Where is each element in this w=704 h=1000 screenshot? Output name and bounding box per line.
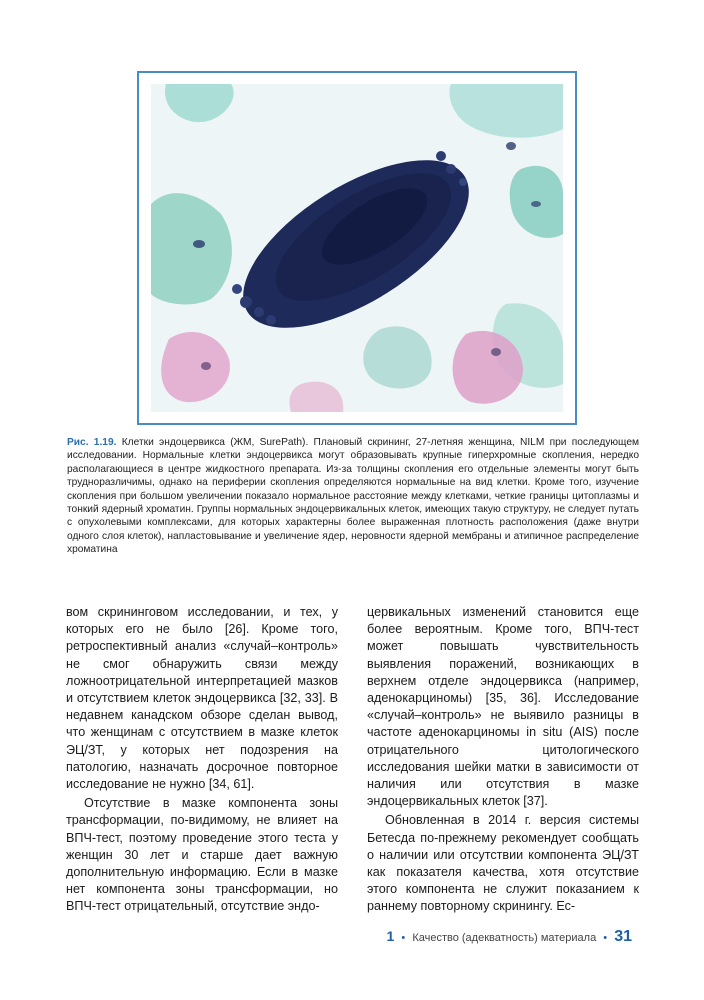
left-paragraph-2: Отсутствие в мазке компонента зоны трансформации, по-видимому, не влияет на ВПЧ-тест, поэтому проведение этого теста у женщин 30 лет и старше дает важную дополнительную информацию. Если в мазке нет компонента зоны трансформации, но ВПЧ-тест отрицательный, отсутствие эндо-	[66, 796, 338, 914]
figure-frame	[137, 71, 577, 425]
micrograph-svg	[151, 84, 563, 412]
figure-caption-text: Клетки эндоцервикса (ЖМ, SurePath). Плановый скрининг, 27-летняя женщина, NILM при последующем исследовании. Нормальные клетки эндоцервикса могут образовывать крупные гиперхромные скопления, нередко располагающиеся в центре жидкостного препарата. Из-за толщины скопления его отдельные элементы могут быть трудноразличимы, однако на периферии скопления определяются нормальные на вид клетки. Кроме того, изучение скопления при большом увеличении показало нормальное расстояние между клетками, четкие границы цитоплазмы и тонкий ядерный хроматин. Группы нормальных эндоцервикальных клеток, имеющих такую структуру, не следует путать с опухолевыми комплексами, для которых характерны более выраженная плотность расположения (даже внутри одного слоя клеток), напластовывание и увеличение ядер, неровности ядерной мембраны и атипичное распределение хроматина	[67, 437, 639, 556]
figure-caption	[67, 436, 639, 557]
chapter-title: Качество (адекватность) материала	[412, 932, 597, 944]
page-number: 31	[614, 928, 632, 945]
left-column	[66, 604, 338, 916]
figure-label: Рис. 1.19.	[67, 437, 117, 448]
right-column	[367, 604, 639, 916]
right-paragraph-1: цервикальных изменений становится еще более вероятным. Кроме того, ВПЧ-тест может повышать чувствительность выявления поражений, возникающих в верхнем отделе эндоцервикса (например, аденокарциномы) [35, 36]. Исследование «случай–контроль» не выявило разницы в частоте аденокарциномы in situ (AIS) после отрицательного цитологического исследования шейки матки в зависимости от наличия или отсутствия в мазке эндоцервикальных клеток [37].	[367, 605, 639, 809]
page-footer	[387, 928, 632, 946]
micrograph-image	[151, 84, 563, 412]
footer-bullet: •	[401, 932, 406, 944]
footer-bullet: •	[603, 932, 608, 944]
chapter-number: 1	[386, 928, 395, 944]
right-paragraph-2: Обновленная в 2014 г. версия системы Бетесда по-прежнему рекомендует сообщать о наличии или отсутствии компонента ЭЦ/ЗТ как показателя качества, хотя отсутствие этого компонента не служит показанием к раннему повторному скринингу. Ес-	[367, 813, 639, 914]
left-paragraph-1: вом скрининговом исследовании, и тех, у которых его не было [26]. Кроме того, ретроспективный анализ «случай–контроль» не смог обнаружить связи между ложноотрицательной интерпретацией мазков и отсутствием клеток эндоцервикса [32, 33]. В недавнем канадском обзоре сделан вывод, что женщинам с отсутствием в мазке клеток ЭЦ/ЗТ, у которых нет подозрения на патологию, назначать досрочное повторное исследование не нужно [34, 61].	[66, 605, 338, 792]
